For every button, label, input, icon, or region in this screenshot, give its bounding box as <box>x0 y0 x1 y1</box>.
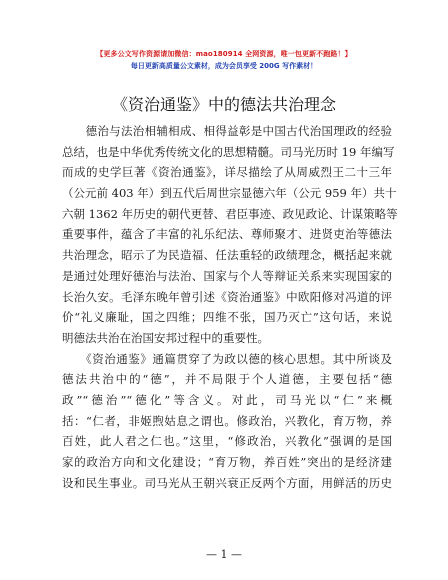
body-line: 是通过处理好德治与法治、国家与个人等辩证关系来实现国家的 <box>62 268 392 283</box>
body-line: 明德法共治在治国安邦过程中的重要性。 <box>62 330 269 345</box>
document-body <box>62 121 398 493</box>
page-number: — 1 — <box>206 548 242 561</box>
body-line: 德法共治中的“德”，并不局限于个人道德，主要包括“德 <box>62 372 392 387</box>
promo-banner-line-1: 【更多公文写作资源请加微信：mao180914 全网资源，唯一包更新不跑路！】 <box>96 50 352 58</box>
body-line: （公元前 403 年）到五代后周世宗显德六年（公元 959 年）共十 <box>62 186 397 201</box>
body-line: 《资治通鉴》通篇贯穿了为政以德的核心思想。其中所谈及 <box>62 351 392 366</box>
body-line: 价“礼义廉耻，国之四维；四维不张，国乃灭亡”这句话，来说 <box>62 310 392 325</box>
body-line: 六朝 1362 年历史的朝代更替、君臣事迹、政见政论、计谋策略等 <box>62 206 398 221</box>
promo-banner-line-2: 每日更新高质量公文素材，成为会员享受 200G 写作素材！ <box>130 62 318 70</box>
body-line: 长治久安。毛泽东晚年曾引述《资治通鉴》中欧阳修对冯道的评 <box>62 289 392 304</box>
body-line: 括：“仁者，非姬煦姑息之谓也。修政治，兴教化，育万物，养 <box>62 413 392 428</box>
document-title: 《资治通鉴》中的德法共治理念 <box>111 95 336 114</box>
body-line: 设和民生事业。司马光从王朝兴衰正反两个方面，用鲜活的历史 <box>62 475 392 490</box>
body-line: 百姓，此人君之仁也。”这里，“修政治，兴教化”强调的是国 <box>62 434 392 449</box>
body-line: 家的政治方向和文化建设；“育万物，养百姓”突出的是经济建 <box>62 455 392 469</box>
body-line: 德治与法治相辅相成、相得益彰是中国古代治国理政的经验 <box>62 124 392 138</box>
body-line: 总结，也是中华优秀传统文化的思想精髓。司马光历时 19 年编写 <box>62 144 395 159</box>
body-line: 共治理念，昭示了为民造福、任法重轻的政绩理念，概括起来就 <box>62 248 392 263</box>
body-line: 政”“德治”“德化”等含义。对此，司马光以“仁”来概 <box>62 392 392 407</box>
body-line: 重要事件，蕴含了丰富的礼乐纪法、尊师聚才、进贤吏治等德法 <box>62 227 392 242</box>
body-line: 而成的史学巨著《资治通鉴》，详尽描绘了从周威烈王二十三年 <box>62 165 392 180</box>
